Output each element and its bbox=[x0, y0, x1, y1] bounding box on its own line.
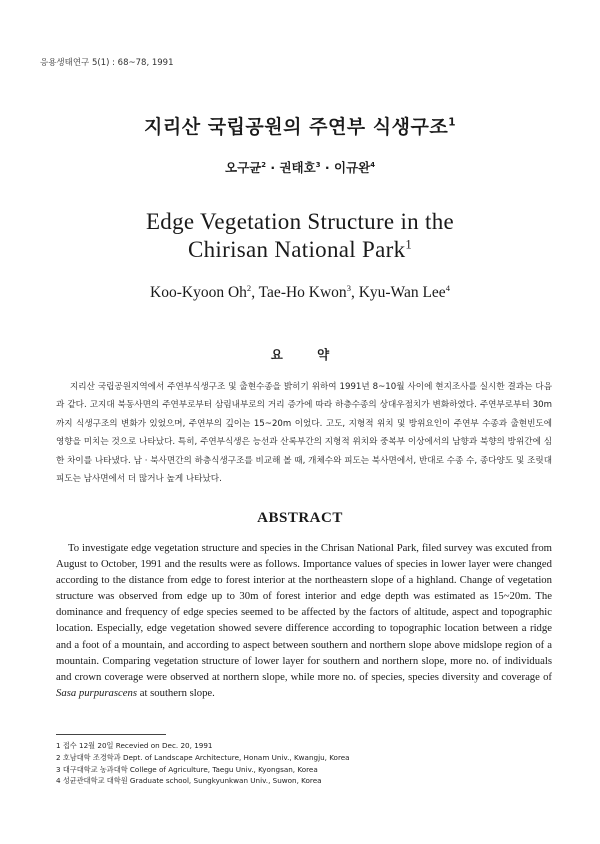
english-author-3: Kyu-Wan Lee bbox=[358, 284, 446, 301]
footnote-4: 4 성균관대학교 대학원 Graduate school, Sungkyunkwan Univ., Suwon, Korea bbox=[56, 776, 322, 786]
english-author-2: Tae-Ho Kwon bbox=[258, 284, 347, 301]
english-author-1: Koo-Kyoon Oh bbox=[150, 284, 247, 301]
korean-title-footnote-mark: 1 bbox=[448, 116, 456, 129]
journal-citation: 응용생태연구 5(1) : 68~78, 1991 bbox=[40, 58, 174, 68]
footnote-1: 1 접수 12월 20일 Recevied on Dec. 20, 1991 bbox=[56, 741, 213, 750]
footnotes bbox=[56, 740, 552, 787]
abstract-paragraph bbox=[56, 540, 552, 701]
korean-author-1-mark: 2 bbox=[261, 160, 267, 169]
author-separator: , bbox=[350, 284, 359, 301]
korean-author-1: 오구균 bbox=[225, 160, 262, 175]
english-title-line-2-wrap bbox=[0, 236, 600, 264]
korean-author-2: 권태호 bbox=[279, 160, 316, 175]
footnote-3: 3 대구대학교 농과대학 College of Agriculture, Taegu Univ., Kyongsan, Korea bbox=[56, 764, 318, 774]
author-separator: · bbox=[266, 160, 280, 175]
english-author-3-mark: 4 bbox=[445, 282, 450, 293]
english-title bbox=[0, 208, 600, 264]
footnote-2: 2 호남대학 조경학과 Dept. of Landscape Architecture, Honam Univ., Kwangju, Korea bbox=[56, 752, 350, 762]
author-separator: · bbox=[320, 160, 334, 175]
korean-author-3-mark: 4 bbox=[370, 160, 375, 169]
summary-heading: 요 약 bbox=[270, 347, 330, 362]
english-title-line-1: Edge Vegetation Structure in the bbox=[145, 209, 455, 234]
english-author-list bbox=[0, 284, 600, 302]
english-title-line-2: Chirisan National Park bbox=[187, 237, 406, 262]
english-title-footnote-mark: 1 bbox=[405, 237, 413, 252]
english-author-2-mark: 3 bbox=[346, 282, 351, 293]
abstract-species-name: Sasa purpurascens bbox=[56, 686, 138, 699]
korean-title bbox=[0, 112, 600, 139]
abstract-heading: ABSTRACT bbox=[257, 510, 343, 526]
korean-author-2-mark: 3 bbox=[315, 160, 321, 169]
abstract-text: To investigate edge vegetation structure and species in the Chrisan National Park, filed survey was excuted from August to October, 1991 and the results were as follows. Importance values of species in lower layer were changed according to the distance from edge to forest interior at the northeastern slope of a highland. Change of vegetation structure was observed from edge up to 30m of forest interior and edge depth was estimated as 15~20m. The dominance and frequency of edge species seemed to be affected by the factors of altitude, aspect and topographic location. Especially, edge vegetation showed severe difference according to topographic location between a ridge and a foot of a mountain, and according to aspect between southern and northern slope above midslope region of a mountain. Comparing vegetation structure of lower layer for southern and northern slope, more no. of individuals and crown coverage were observed at northern slope, while more no. of species, species diversity and coverage of bbox=[56, 542, 552, 683]
author-separator: , bbox=[251, 284, 259, 301]
english-author-1-mark: 2 bbox=[246, 282, 252, 293]
korean-author-3: 이규완 bbox=[333, 160, 371, 175]
korean-title-text: 지리산 국립공원의 주연부 식생구조 bbox=[144, 116, 449, 138]
abstract-tail: at southern slope. bbox=[137, 686, 215, 699]
summary-paragraph: 지리산 국립공원지역에서 주연부식생구조 및 출현수종을 밝히기 위하여 1991년 8~10월 사이에 현지조사를 실시한 결과는 다음과 같다. 고지대 북동사면의 주연부로부터 삼림내부로의 거리 증가에 따라 하층수종의 상대우점치가 변화하였다. 주연부로부터 30m까지 식생구조의 변화가 있었으며, 주연부의 깊이는 15~20m 이었다. 고도, 지형적 위치 및 방위요인이 주연부 수종과 출현빈도에 영향을 미치는 것으로 나타났다. 특히, 주연부식생은 능선과 산록부간의 지형적 위치와 중복부 이상에서의 남향과 북향의 방위간에 심한 차이를 나타냈다. 남 · 북사면간의 하층식생구조를 비교해 볼 때, 개체수와 피도는 북사면에서, 반대로 수종 수, 종다양도 및 조릿대 피도는 남사면에서 더 많거나 높게 나타났다. bbox=[56, 382, 552, 485]
korean-author-list bbox=[0, 158, 600, 176]
footnote-divider bbox=[56, 734, 166, 735]
